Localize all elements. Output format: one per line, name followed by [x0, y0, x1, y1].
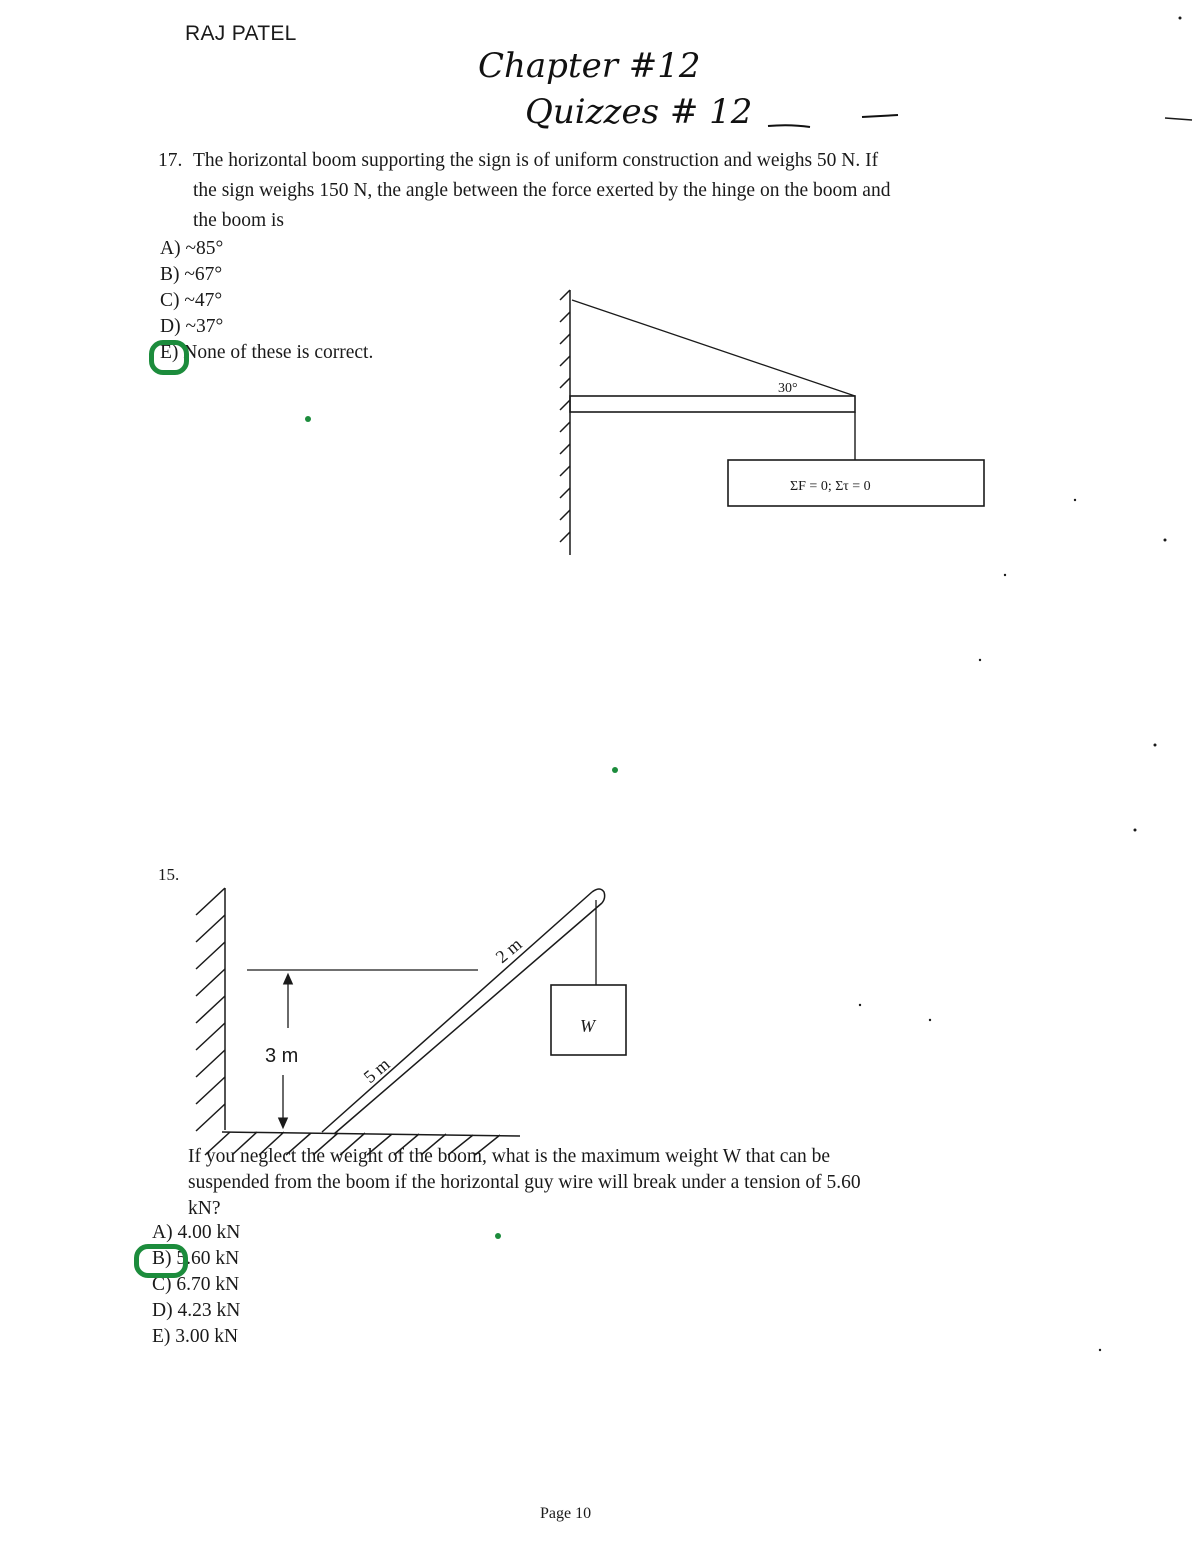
q17-sign-text: ΣF = 0; Στ = 0 [790, 479, 871, 494]
q15-boom [322, 889, 605, 1134]
question-15-line-3: kN? [188, 1198, 221, 1219]
q17-wall-hatch [560, 290, 570, 542]
option-15-a[interactable]: A) 4.00 kN [152, 1222, 241, 1243]
option-15-c[interactable]: C) 6.70 kN [152, 1274, 240, 1295]
q17-cable [572, 300, 855, 396]
q15-height-label: 3 m [265, 1045, 299, 1067]
question-17-number: 17. [158, 150, 183, 171]
question-15-line-1: If you neglect the weight of the boom, what is the maximum weight W that can be [188, 1146, 831, 1167]
q17-wall [560, 290, 570, 555]
option-15-e[interactable]: E) 3.00 kN [152, 1326, 239, 1347]
q15-wall [196, 888, 225, 1131]
q15-weight-label: W [580, 1016, 595, 1036]
page-number: Page 10 [540, 1505, 592, 1522]
q17-angle-label: 30° [778, 381, 798, 396]
scan-edge-mark [1165, 118, 1192, 120]
handwritten-dash [862, 115, 898, 117]
option-17-b[interactable]: B) ~67° [160, 264, 223, 285]
option-17-a[interactable]: A) ~85° [160, 238, 224, 259]
student-name: RAJ PATEL [185, 22, 297, 45]
option-17-d[interactable]: D) ~37° [160, 316, 224, 337]
question-17-line-3: the boom is [193, 210, 284, 231]
option-15-b[interactable]: B) 5.60 kN [152, 1248, 240, 1269]
question-17-line-2: the sign weighs 150 N, the angle between the force exerted by the hinge on the boom and [193, 180, 891, 201]
q15-wall-hatch [196, 888, 225, 1131]
option-15-d[interactable]: D) 4.23 kN [152, 1300, 241, 1321]
scan-specks [305, 17, 1182, 1352]
q15-lower-label: 5 m [359, 1053, 394, 1087]
option-17-c[interactable]: C) ~47° [160, 290, 223, 311]
q15-floor [205, 1132, 520, 1155]
handwritten-chapter: Chapter #12 [478, 46, 701, 86]
question-15-line-2: suspended from the boom if the horizontal guy wire will break under a tension of 5.60 [188, 1172, 861, 1193]
option-17-e[interactable]: E) None of these is correct. [160, 342, 374, 363]
handwritten-underline [768, 125, 810, 127]
q15-upper-label: 2 m [491, 933, 526, 967]
question-17-line-1: The horizontal boom supporting the sign is of uniform construction and weighs 50 N. If [193, 150, 879, 171]
q17-boom [570, 396, 855, 412]
handwritten-quizzes: Quizzes # 12 [525, 92, 753, 132]
question-15-number: 15. [158, 865, 180, 884]
